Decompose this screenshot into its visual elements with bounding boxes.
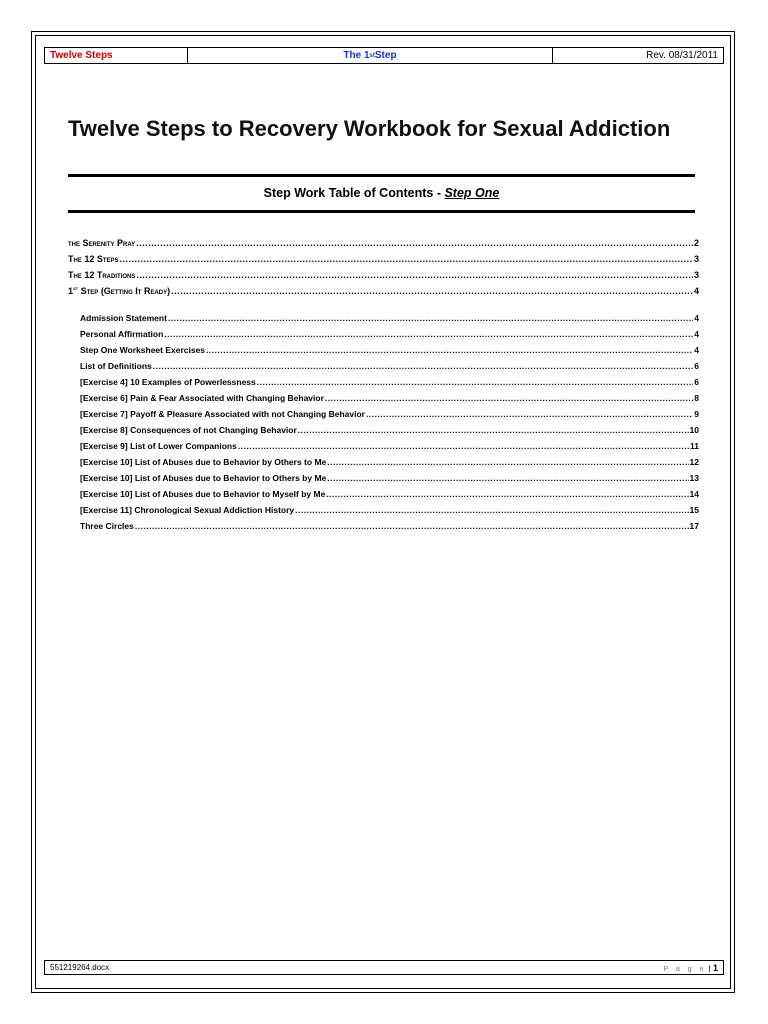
header-center: The 1 st Step (188, 48, 553, 63)
toc-subentry-page: 11 (690, 441, 699, 451)
toc-subentry-text: [Exercise 10] List of Abuses due to Behavior to Others by Me (80, 473, 327, 483)
footer-page-number: 1 (712, 962, 718, 973)
toc-entry-text: The 12 Steps (68, 254, 119, 264)
toc-entry-num: 1 (68, 286, 74, 296)
toc-leader (136, 235, 693, 251)
toc-entry-page: 3 (693, 270, 699, 280)
toc-leader (206, 342, 693, 358)
toc-leader (238, 438, 689, 454)
toc-subentry[interactable] (80, 406, 699, 422)
toc-subentry-page: 8 (694, 393, 699, 403)
toc-subentry[interactable] (80, 358, 699, 374)
toc-leader (171, 283, 693, 299)
toc-subentry-text: [Exercise 10] List of Abuses due to Behavior by Others to Me (80, 457, 327, 467)
toc-leader (153, 358, 693, 374)
header-table (44, 47, 724, 64)
toc-subentry-text: [Exercise 10] List of Abuses due to Behavior to Myself by Me (80, 489, 326, 499)
toc-subentry-text: [Exercise 8] Consequences of not Changing Behavior (80, 425, 297, 435)
toc-entry-sup: st (73, 286, 79, 292)
toc-subentry[interactable] (80, 326, 699, 342)
footer (44, 960, 724, 975)
toc-entry[interactable] (68, 267, 699, 283)
toc-leader (135, 518, 689, 534)
toc-subentry-text: List of Definitions (80, 361, 152, 371)
header-revision: Rev. 08/31/2011 (646, 50, 718, 61)
toc-leader (326, 486, 688, 502)
toc-subentry-text: [Exercise 11] Chronological Sexual Addiction History (80, 505, 295, 515)
toc-subentry-page: 13 (689, 473, 699, 483)
toc-subentry-page: 6 (694, 377, 699, 387)
toc-entry[interactable] (68, 283, 699, 299)
toc-subentry[interactable] (80, 470, 699, 486)
toc-entry[interactable] (68, 235, 699, 251)
toc-leader (366, 406, 693, 422)
toc-subentry-text: Personal Affirmation (80, 329, 164, 339)
toc-entry[interactable] (68, 251, 699, 267)
toc-subentry-text: [Exercise 7] Payoff & Pleasure Associated with not Changing Behavior (80, 409, 365, 419)
toc-subentry-text: [Exercise 6] Pain & Fear Associated with Changing Behavior (80, 393, 324, 403)
toc-leader (164, 326, 693, 342)
toc-subentry-page: 9 (694, 409, 699, 419)
toc-subentry-text: Three Circles (80, 521, 134, 531)
toc-subentry-page: 4 (694, 313, 699, 323)
toc-entry-page: 3 (693, 254, 699, 264)
toc-leader (168, 310, 693, 326)
toc-subentry[interactable] (80, 438, 699, 454)
toc-entry-rest: Step (Getting It Ready) (78, 286, 171, 296)
toc-subentry[interactable] (80, 454, 699, 470)
toc-level1 (68, 235, 699, 299)
toc-subentry-text: [Exercise 9] List of Lower Companions (80, 441, 237, 451)
header-left: Twelve Steps (45, 48, 188, 63)
toc-subentry-text: Admission Statement (80, 313, 167, 323)
document-title: Twelve Steps to Recovery Workbook for Sexual Addiction (68, 116, 671, 141)
footer-filename: 551219264.docx (50, 963, 110, 972)
toc-leader (120, 251, 693, 267)
footer-page (663, 963, 718, 973)
toc-subentry-page: 4 (694, 345, 699, 355)
toc-subentry[interactable] (80, 518, 699, 534)
toc-level2 (80, 310, 699, 534)
toc-entry-text: the Serenity Pray (68, 238, 136, 248)
toc-entry-text (68, 283, 170, 299)
toc-leader (257, 374, 694, 390)
toc-heading (68, 186, 695, 200)
toc-subentry[interactable] (80, 310, 699, 326)
footer-page-sep: | (708, 963, 711, 973)
toc-subentry[interactable] (80, 342, 699, 358)
toc-leader (327, 454, 688, 470)
toc-leader (136, 267, 693, 283)
toc-subentry-page: 12 (689, 457, 699, 467)
toc-subentry[interactable] (80, 502, 699, 518)
toc-entry-page: 2 (693, 238, 699, 248)
toc-subentry-page: 14 (689, 489, 699, 499)
toc-subentry[interactable] (80, 422, 699, 438)
toc-subentry[interactable] (80, 486, 699, 502)
toc-subentry-text: Step One Worksheet Exercises (80, 345, 206, 355)
toc-leader (298, 422, 689, 438)
toc-subentry-page: 10 (689, 425, 699, 435)
toc-subentry-page: 15 (689, 505, 699, 515)
toc-leader (327, 470, 688, 486)
toc-heading-prefix: Step Work Table of Contents - (263, 186, 445, 200)
toc-subentry-page: 6 (694, 361, 699, 371)
toc-entry-page: 4 (693, 286, 699, 296)
toc-subentry-page: 4 (694, 329, 699, 339)
rule-top (68, 174, 695, 177)
toc-entry-text: The 12 Traditions (68, 270, 136, 280)
toc-subentry-text: [Exercise 4] 10 Examples of Powerlessness (80, 377, 256, 387)
header-center-suffix: Step (374, 50, 397, 61)
header-center-prefix: The 1 (343, 50, 370, 61)
toc-heading-link[interactable]: Step One (444, 186, 500, 200)
footer-page-label: P a g e (663, 965, 707, 973)
toc-subentry-page: 17 (689, 521, 699, 531)
toc-subentry[interactable] (80, 390, 699, 406)
toc-leader (295, 502, 688, 518)
toc-subentry[interactable] (80, 374, 699, 390)
rule-bottom (68, 210, 695, 213)
toc-leader (325, 390, 693, 406)
